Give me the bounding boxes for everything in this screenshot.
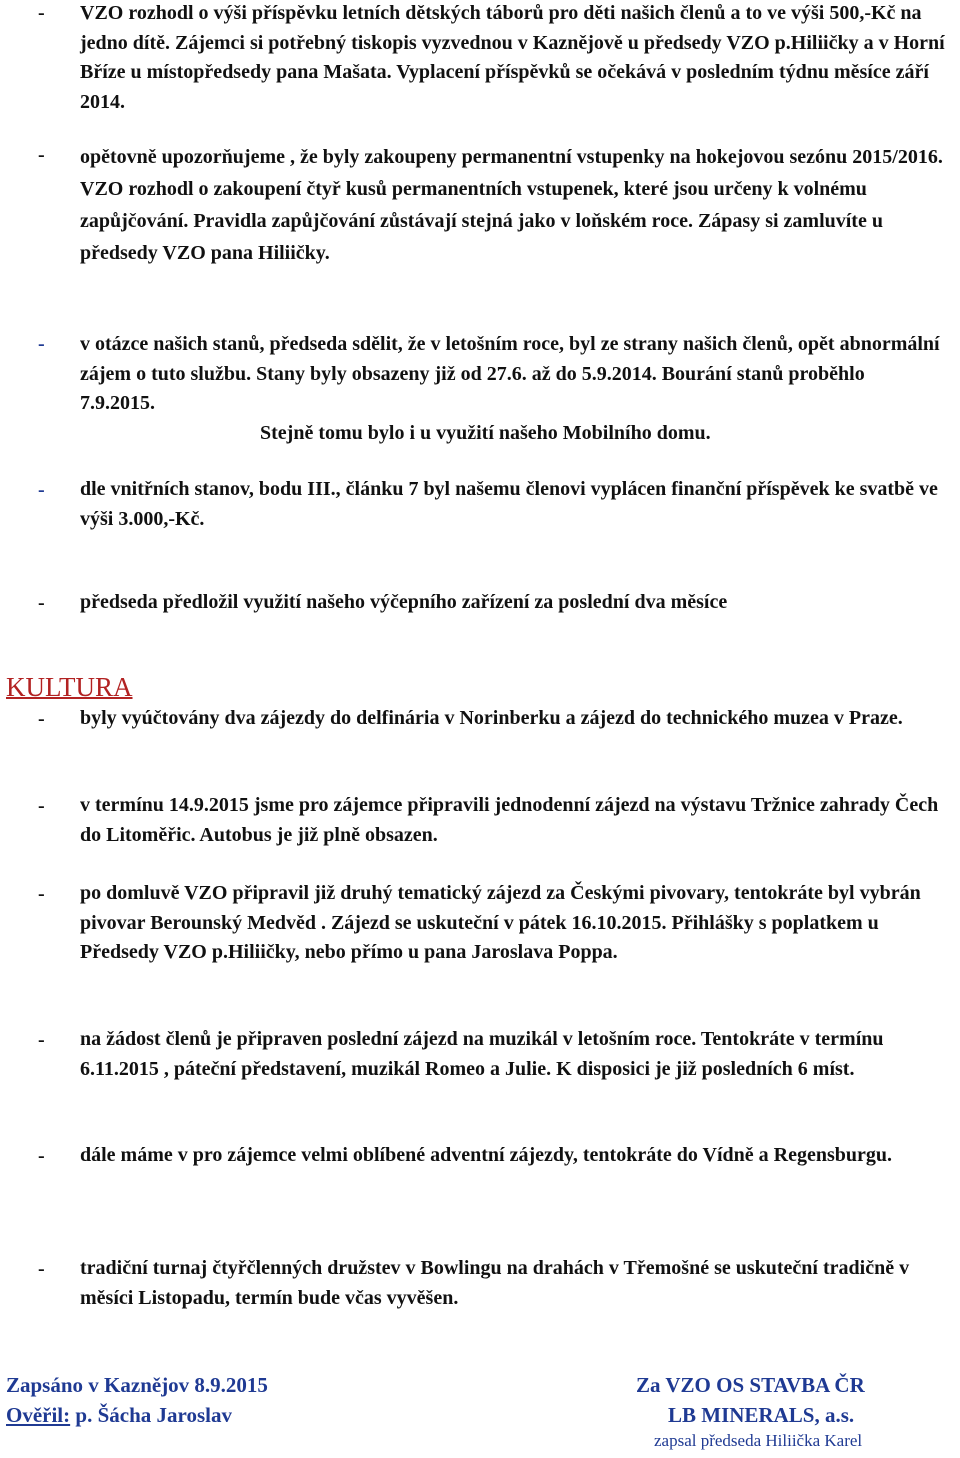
bullet-dash: - — [38, 2, 45, 24]
footer-overil-label: Ověřil: — [6, 1403, 71, 1427]
footer-company: LB MINERALS, a.s. — [668, 1403, 855, 1427]
bullet-dash: - — [38, 1029, 45, 1051]
bullet-dash: - — [38, 144, 45, 166]
bullet-dash: - — [38, 479, 45, 501]
bullet-dash: - — [38, 708, 45, 730]
bullet-dash: - — [38, 795, 45, 817]
paragraph-pivovar: po domluvě VZO připravil již druhý tematický zájezd za Českými pivovary, tentokráte byl vybrán pivovar Berounský Medvěd . Zájezd se uskuteční v pátek 16.10.2015. Přihlášky s poplatkem u Předsedy VZO p.Hiliičky, nebo přímo u pana Jaroslava Poppa. — [80, 882, 921, 963]
footer-zapsal: zapsal předseda Hiliička Karel — [654, 1431, 863, 1450]
bullet-dash: - — [38, 333, 45, 355]
bullet-dash: - — [38, 1145, 45, 1167]
paragraph-delfinarium: byly vyúčtovány dva zájezdy do delfinária v Norinberku a zájezd do technického muzea v Praze. — [80, 707, 903, 729]
bullet-dash: - — [38, 1258, 45, 1280]
paragraph-stany — [80, 330, 940, 448]
paragraph-taborove-prispevky: VZO rozhodl o výši příspěvku letních dětských táborů pro děti našich členů a to ve výši 500,-Kč na jedno dítě. Zájemci si potřebný tiskopis vyzvednou v Kaznějově u předsedy VZO p.Hiliičky a v Horní Bříze u místopředsedy pana Mašata. Vyplacení příspěvků se očekává v posledním týdnu měsíce září 2014. — [80, 2, 945, 113]
paragraph-trznice: v termínu 14.9.2015 jsme pro zájemce připravili jednodenní zájezd na výstavu Tržnice zahrady Čech do Litoměřic. Autobus je již plně obsazen. — [80, 794, 939, 846]
footer-za-vzo: Za VZO OS STAVBA ČR — [636, 1373, 865, 1397]
footer-overil-name: p. Šácha Jaroslav — [75, 1403, 232, 1427]
stany-text: v otázce našich stanů, předseda sdělit, že v letošním roce, byl ze strany našich členů, opět abnormální zájem o tuto službu. Stany byly obsazeny již od 27.6. až do 5.9.2014. Bourání stanů proběhlo 7.9.2015. — [80, 333, 940, 414]
paragraph-hokej-vstupenky: opětovně upozorňujeme , že byly zakoupeny permanentní vstupenky na hokejovou sezónu 2015/2016. VZO rozhodl o zakoupení čtyř kusů permanentních vstupenek, které jsou určeny k volnému zapůjčování. Pravidla zapůjčování zůstávají stejná jako v loňském roce. Zápasy si zamluvíte u předsedy VZO pana Hiliičky. — [80, 146, 943, 264]
paragraph-advent: dále máme v pro zájemce velmi oblíbené adventní zájezdy, tentokráte do Vídně a Regensburgu. — [80, 1144, 892, 1166]
footer-overil — [6, 1403, 232, 1428]
section-heading-kultura: KULTURA — [6, 672, 133, 702]
paragraph-vycep: předseda předložil využití našeho výčepního zařízení za poslední dva měsíce — [80, 591, 728, 613]
bullet-dash: - — [38, 883, 45, 905]
bullet-dash: - — [38, 592, 45, 614]
paragraph-svatba: dle vnitřních stanov, bodu III., článku 7 byl našemu členovi vyplácen finanční příspěvek ke svatbě ve výši 3.000,-Kč. — [80, 478, 938, 530]
paragraph-muzikal: na žádost členů je připraven poslední zájezd na muzikál v letošním roce. Tentokráte v termínu 6.11.2015 , páteční představení, muzikál Romeo a Julie. K disposici je již posledních 6 míst. — [80, 1028, 884, 1080]
stany-mobilni-dum: Stejně tomu bylo i u využití našeho Mobilního domu. — [260, 421, 711, 444]
paragraph-bowling: tradiční turnaj čtyřčlenných družstev v Bowlingu na drahách v Třemošné se uskuteční tradičně v měsíci Listopadu, termín bude včas vyvěšen. — [80, 1257, 910, 1309]
footer-zapsano: Zapsáno v Kaznějov 8.9.2015 — [6, 1373, 268, 1397]
